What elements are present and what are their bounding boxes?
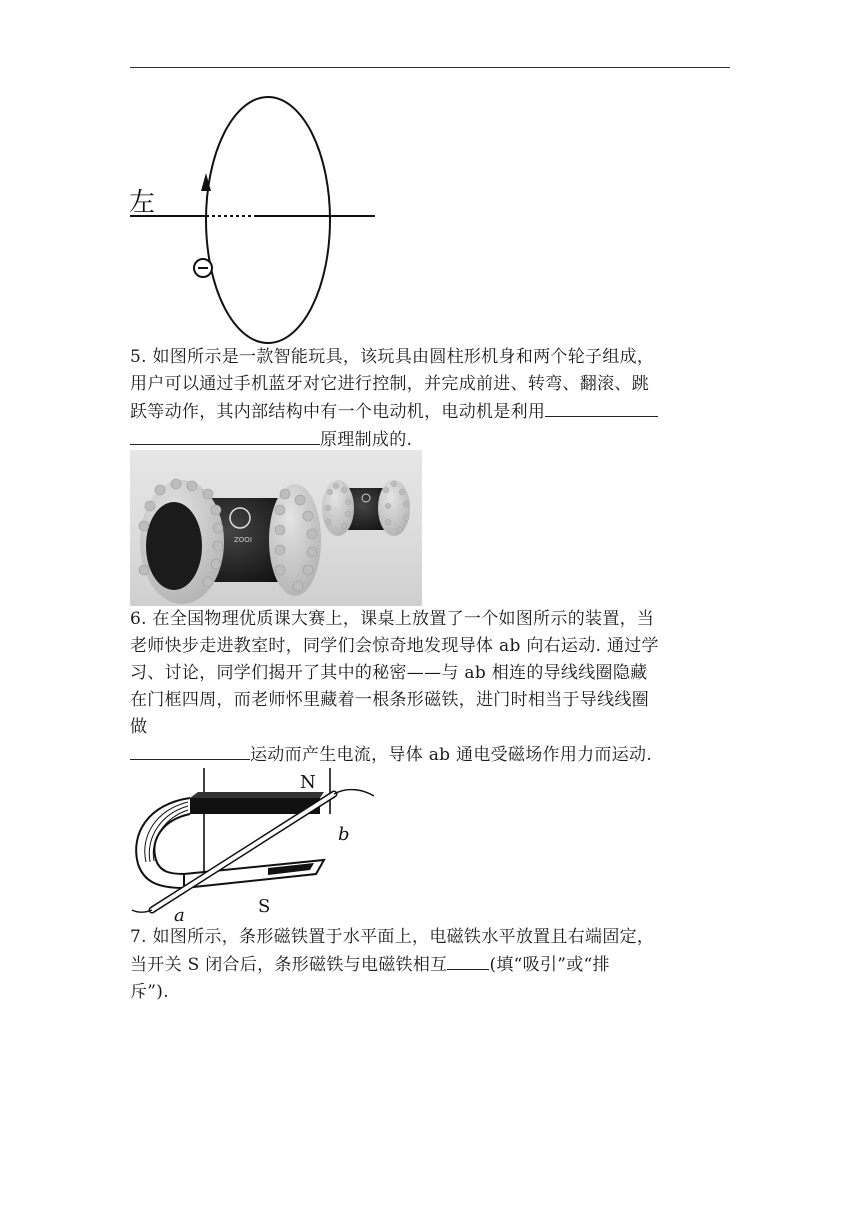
q7-line-1: 7. 如图所示，条形磁铁置于水平面上，电磁铁水平放置且右端固定， — [130, 927, 655, 947]
q5-line-2: 用户可以通过手机蓝牙对它进行控制，并完成前进、转弯、翻滚、跳 — [130, 374, 649, 394]
q6-line-6-text: 运动而产生电流，导体 ab 通电受磁场作用力而运动. — [250, 745, 653, 765]
question-6 — [130, 606, 730, 769]
q7-line-2-tail: (填“吸引”或“排 — [489, 955, 610, 975]
q6-line-1: 6. 在全国物理优质课大赛上，课桌上放置了一个如图所示的装置，当 — [130, 609, 655, 629]
magnet-conductor-figure — [128, 764, 388, 924]
q5-blank-b[interactable] — [130, 426, 320, 445]
toy-body-text: ZOOI — [234, 536, 252, 544]
q5-line-1: 5. 如图所示是一款智能玩具，该玩具由圆柱形机身和两个轮子组成， — [130, 347, 655, 367]
label-n: N — [300, 772, 316, 793]
q5-line-3-text: 跃等动作，其内部结构中有一个电动机，电动机是利用 — [130, 402, 546, 422]
q6-line-4: 在门框四周，而老师怀里藏着一根条形磁铁，进门时相当于导线线圈 — [130, 690, 649, 710]
smart-toy-photo — [130, 450, 422, 606]
q5-blank-a[interactable] — [545, 398, 658, 417]
label-a: a — [174, 905, 185, 924]
q5-line-4-text: 原理制成的. — [320, 430, 413, 450]
loop-ellipse — [206, 97, 330, 343]
q6-line-3: 习、讨论，同学们揭开了其中的秘密——与 ab 相连的导线线圈隐藏 — [130, 663, 648, 683]
label-b: b — [338, 824, 350, 845]
q6-line-5: 做 — [130, 717, 148, 737]
q7-blank[interactable] — [447, 951, 489, 970]
left-label: 左 — [129, 188, 156, 218]
label-s: S — [258, 896, 271, 917]
q6-line-2: 老师快步走进教室时，同学们会惊奇地发现导体 ab 向右运动. 通过学 — [130, 636, 659, 656]
header-rule — [130, 67, 730, 68]
q6-blank[interactable] — [130, 741, 250, 760]
q7-line-2-head: 当开关 S 闭合后，条形磁铁与电磁铁相互 — [130, 955, 448, 975]
question-5 — [130, 344, 730, 454]
current-loop-figure — [125, 95, 385, 350]
question-7 — [130, 924, 730, 1006]
q7-line-2 — [130, 951, 730, 979]
q5-line-3 — [130, 398, 730, 426]
q7-line-3: 斥”). — [130, 982, 169, 1002]
